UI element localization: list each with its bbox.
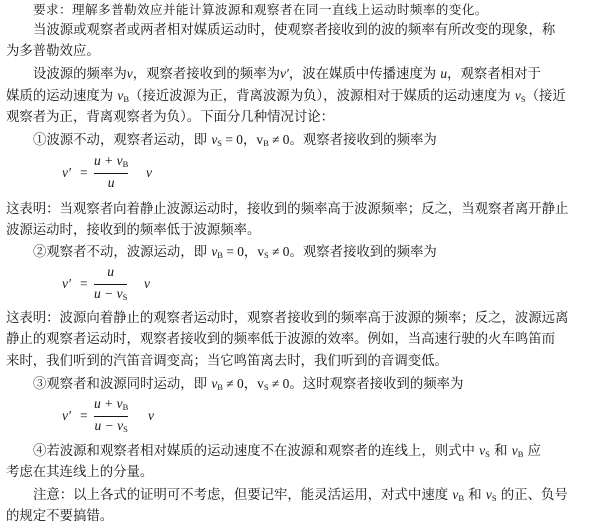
text: ，波在媒质中传播速度为 — [288, 67, 437, 82]
subscript: B — [123, 94, 130, 104]
text: ③观察者和波源同时运动，即 — [33, 377, 208, 392]
text: 为多普勒效应。 — [6, 44, 100, 59]
denominator-text: u — [107, 175, 115, 190]
text: 和 — [468, 488, 482, 503]
text: ①波源不动，观察者运动，即 — [33, 133, 208, 148]
denominator — [94, 418, 127, 437]
condition-text: = 0，v — [225, 132, 264, 147]
text: 应 — [527, 444, 542, 459]
text: ②观察者不动，波源运动，即 — [33, 245, 208, 260]
v-letter: v — [514, 88, 521, 103]
symbol-vS — [515, 88, 526, 103]
formula-lhs: ν′ — [62, 408, 71, 423]
symbol-vS — [486, 487, 497, 502]
subscript: B — [458, 493, 464, 503]
text: ，观察者相对于 — [447, 67, 541, 82]
formula-equals: = — [80, 408, 88, 423]
text: 当波源或观察者或两者相对媒质运动时，使观察者接收到的波的频率有所改变的现象，称 — [33, 23, 556, 38]
condition-1 — [211, 132, 289, 147]
setup-line-1 — [33, 64, 600, 84]
numerator-text: u + v — [94, 396, 123, 411]
v-letter: v — [511, 443, 518, 458]
numerator — [107, 264, 114, 283]
subscript: B — [122, 402, 129, 412]
formula-fraction — [94, 396, 128, 437]
text: 考虑在其连线上的分量。 — [6, 465, 154, 480]
case-1-line — [33, 130, 600, 153]
condition-text: ≠ 0 — [272, 132, 290, 147]
case-4-line-2 — [6, 463, 600, 482]
fraction-bar — [94, 173, 128, 174]
case-2-line — [33, 242, 600, 265]
text: 来时，我们听到的汽笛音调变高；当它鸣笛离去时，我们听到的音调变低。 — [6, 354, 448, 369]
denominator-text: u − v — [94, 418, 124, 433]
subscript: S — [263, 382, 269, 392]
subscript: B — [217, 250, 223, 260]
text: 这表明：当观察者向着静止波源运动时，接收到的频率高于波源频率；反之，当观察者离开静止 — [6, 202, 569, 217]
subscript: B — [263, 138, 269, 148]
setup-line-2 — [6, 86, 600, 109]
condition-text: ≠ 0 — [271, 376, 290, 391]
subscript: S — [491, 493, 497, 503]
v-letter: v — [117, 88, 124, 103]
subscript: B — [122, 159, 129, 169]
text: 媒质的运动速度为 — [6, 89, 114, 104]
formula-equals: = — [80, 165, 88, 180]
text: （接近 — [525, 89, 566, 104]
v-letter: v — [485, 487, 492, 502]
requirement-line — [33, 0, 600, 19]
conclusion-1-line-2 — [6, 221, 600, 240]
definition-line-1 — [33, 21, 600, 40]
fraction-bar — [94, 284, 127, 285]
condition-2 — [211, 244, 289, 259]
formula-lhs: ν′ — [62, 276, 71, 291]
numerator-text: u + v — [94, 153, 123, 168]
subscript: S — [123, 424, 128, 434]
conclusion-1-line-1 — [6, 200, 600, 219]
condition-text: ≠ 0 — [272, 244, 290, 259]
note-line-2 — [6, 507, 600, 526]
definition-line-2 — [6, 42, 600, 61]
symbol-vB — [512, 443, 524, 458]
setup-line-3 — [6, 108, 600, 127]
conclusion-2-line-1 — [6, 309, 600, 328]
numerator — [94, 153, 128, 172]
formula-tail: ν — [148, 408, 154, 423]
symbol-vB — [452, 487, 464, 502]
symbol-vS — [479, 443, 490, 458]
conclusion-2-line-3 — [6, 352, 600, 371]
text: （接近波源为正，背离波源为负），波源相对于媒质的运动速度为 — [129, 89, 511, 104]
formula-tail: ν — [146, 165, 152, 180]
text: 观察者为正，背离观察者为负）。下面分几种情况讨论： — [6, 110, 335, 125]
case-3-line — [33, 374, 600, 397]
conclusion-2-line-2 — [6, 330, 600, 349]
text: 静止的观察者运动时，观察者接收到的频率低于波源的效率。例如，当高速行驶的火车鸣笛而 — [6, 332, 556, 347]
text: 。观察者接收到的频率为 — [289, 133, 437, 148]
formula-fraction — [94, 153, 128, 194]
v-letter: v — [211, 132, 218, 147]
formula-fraction — [94, 264, 127, 305]
text: 。观察者接收到的频率为 — [289, 245, 437, 260]
symbol-u: u — [440, 66, 448, 81]
formula-lhs: ν′ — [62, 165, 71, 180]
text: 的规定不要搞错。 — [6, 509, 114, 524]
condition-3 — [211, 376, 289, 391]
text: 和 — [494, 444, 508, 459]
v-letter: v — [211, 244, 218, 259]
text: 的正、负号 — [500, 488, 568, 503]
v-letter: v — [452, 487, 459, 502]
symbol-nu: ν — [126, 66, 133, 81]
formula-tail: ν — [144, 276, 150, 291]
subscript: S — [217, 138, 223, 148]
text: 波源运动时，接收到的频率低于波源频率。 — [6, 223, 261, 238]
text: 注意：以上各式的证明可不考虑，但要记牢，能灵活运用，对式中速度 — [33, 488, 449, 503]
denominator — [108, 175, 115, 194]
text: ④若波源和观察者相对媒质的运动速度不在波源和观察者的连线上，则式中 — [33, 444, 475, 459]
case-4-line-1 — [33, 441, 600, 464]
subscript: S — [485, 449, 490, 459]
symbol-vB — [117, 88, 129, 103]
subscript: S — [520, 94, 526, 104]
numerator — [94, 396, 128, 415]
condition-text: = 0，v — [226, 244, 265, 259]
formula-equals: = — [80, 276, 88, 291]
v-letter: v — [211, 376, 218, 391]
v-letter: v — [479, 443, 486, 458]
requirement-text: 要求：理解多普勒效应并能计算波源和观察者在同一直线上运动时频率的变化。 — [33, 2, 488, 17]
text: ，观察者接收到的频率为 — [132, 67, 280, 82]
subscript: S — [122, 292, 128, 302]
subscript: S — [264, 250, 269, 260]
fraction-bar — [94, 416, 128, 417]
subscript: B — [217, 382, 223, 392]
note-line-1 — [33, 485, 600, 508]
denominator-text: u − v — [94, 286, 123, 301]
subscript: B — [517, 449, 524, 459]
text: 。这时观察者接收到的频率为 — [289, 377, 464, 392]
symbol-nu-prime: ν′ — [279, 66, 289, 81]
denominator — [94, 286, 127, 305]
text: 这表明：波源向着静止的观察者运动时，观察者接收到的频率高于波源的频率；反之，波源远离 — [6, 311, 569, 326]
condition-text: ≠ 0，v — [226, 376, 264, 391]
numerator-text: u — [107, 264, 115, 279]
text: 设波源的频率为 — [33, 67, 127, 82]
